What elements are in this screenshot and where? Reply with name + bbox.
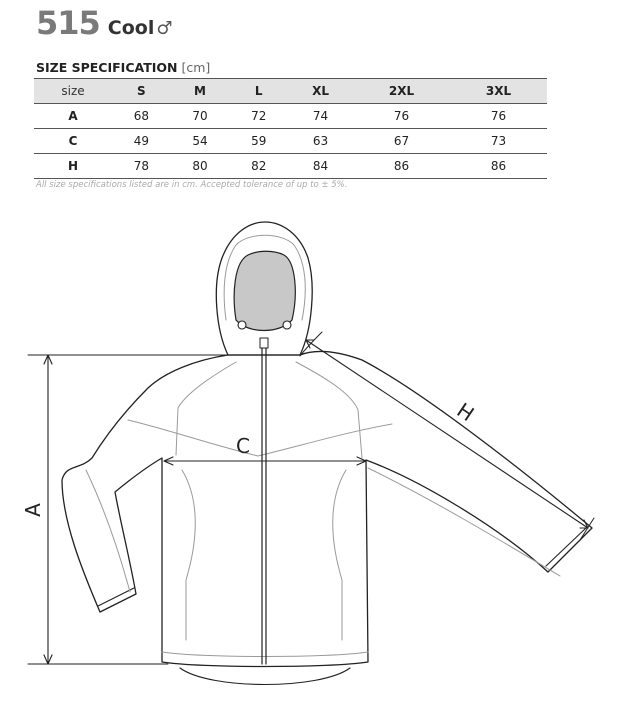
table-cell: 63	[312, 134, 329, 148]
table-cell: 59	[251, 134, 267, 148]
size-spec-unit: [cm]	[181, 60, 211, 75]
table-cell: 72	[251, 109, 267, 123]
drawcord-toggle-right	[283, 321, 291, 329]
size-column-m: M	[194, 84, 206, 98]
hem-band	[162, 652, 368, 657]
table-row	[34, 154, 547, 179]
table-cell: 78	[133, 159, 149, 173]
table-row	[34, 129, 547, 154]
jacket-outline	[62, 351, 592, 666]
table-cell: 67	[393, 134, 410, 148]
pocket-left	[182, 470, 195, 640]
row-label: A	[68, 109, 78, 123]
pocket-right	[333, 470, 346, 640]
panel-seam-left	[176, 362, 236, 455]
size-column-l: L	[254, 84, 263, 98]
table-cell: 76	[490, 109, 507, 123]
table-cell: 86	[393, 159, 410, 173]
table-cell: 68	[133, 109, 149, 123]
size-column-2xl: 2XL	[388, 84, 415, 98]
product-title	[36, 4, 173, 44]
hood-opening	[234, 251, 295, 330]
size-spec-heading	[36, 60, 210, 75]
table-cell: 76	[393, 109, 410, 123]
row-label: H	[67, 159, 79, 173]
table-cell: 74	[312, 109, 329, 123]
table-cell: 84	[312, 159, 329, 173]
table-cell: 82	[251, 159, 267, 173]
table-cell: 86	[490, 159, 507, 173]
zipper-pull	[260, 338, 268, 348]
table-cell: 49	[133, 134, 149, 148]
dimension-h-label: H	[452, 397, 479, 427]
product-name: Cool	[107, 17, 155, 39]
table-cell: 54	[192, 134, 208, 148]
size-column-3xl: 3XL	[485, 84, 512, 98]
tolerance-note: All size specifications listed are in cm. Accepted tolerance of up to ± 5%.	[36, 180, 348, 190]
drawcord-toggle-left	[238, 321, 246, 329]
dimension-c-label: C	[236, 434, 250, 458]
chest-seam	[128, 420, 392, 456]
size-table	[34, 78, 547, 179]
jacket-diagram	[0, 205, 621, 703]
size-spec-title: SIZE SPECIFICATION	[36, 60, 178, 75]
size-column-xl: XL	[312, 84, 329, 98]
row-label: C	[68, 134, 78, 148]
size-header-cell: size	[61, 84, 85, 98]
male-icon: ♂	[156, 18, 173, 39]
table-cell: 73	[490, 134, 507, 148]
product-number: 515	[36, 4, 100, 42]
table-row	[34, 104, 547, 129]
dimension-a-label: A	[20, 503, 45, 517]
size-table-header	[34, 79, 547, 104]
table-cell: 80	[192, 159, 208, 173]
table-cell: 70	[192, 109, 208, 123]
hem-curve	[180, 668, 350, 685]
sleeve-seam-right	[368, 468, 560, 576]
size-column-s: S	[137, 84, 146, 98]
cuff-right	[546, 528, 586, 566]
